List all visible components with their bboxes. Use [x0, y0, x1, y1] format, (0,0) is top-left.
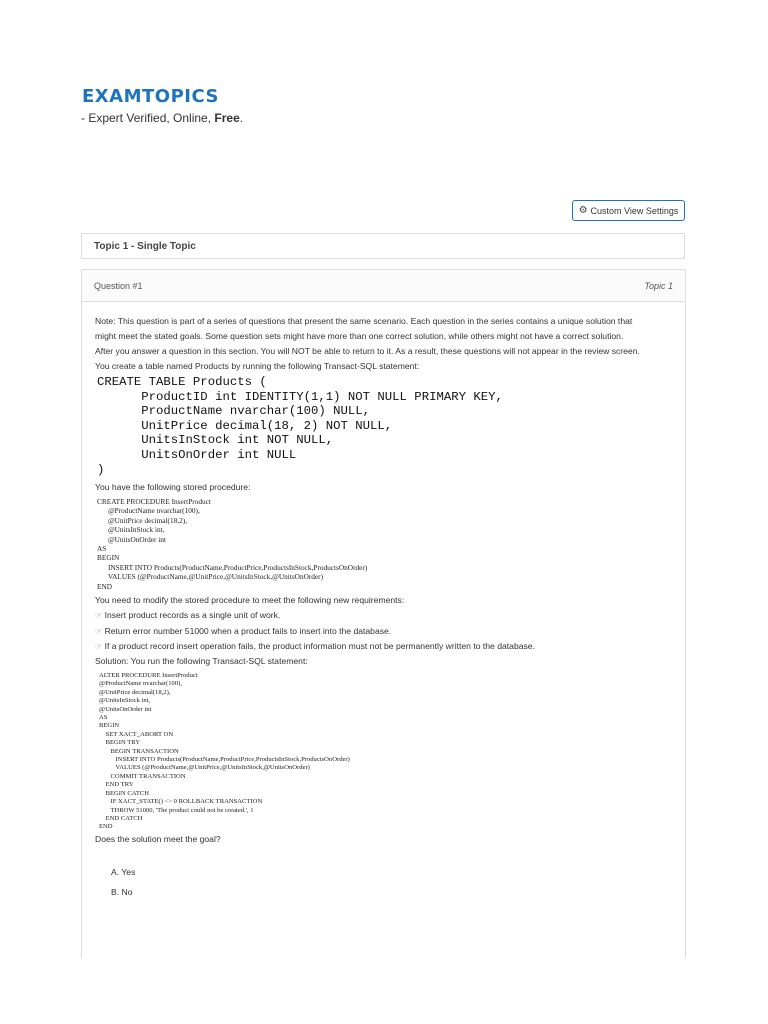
modify-label: You need to modify the stored procedure to meet the following new requirements:	[95, 595, 405, 605]
arrow-icon: ☞	[95, 642, 103, 651]
requirement-text: If a product record insert operation fails, the product information must not be permanently written to the database.	[104, 641, 535, 651]
topic-header	[81, 233, 685, 259]
intro-line: After you answer a question in this section. You will NOT be able to return to it. As a result, these questions will not appear in the review screen.	[95, 346, 640, 356]
question-prompt: Does the solution meet the goal?	[95, 834, 221, 844]
arrow-icon: ☞	[95, 611, 103, 620]
question-topic: Topic 1	[644, 281, 673, 291]
requirement-text: Return error number 51000 when a product fails to insert into the database.	[104, 626, 392, 636]
custom-view-settings-label: Custom View Settings	[590, 205, 679, 216]
tagline-prefix: - Expert Verified, Online,	[81, 111, 215, 125]
stored-proc-code: CREATE PROCEDURE InsertProduct @ProductName nvarchar(100), @UnitPrice decimal(18,2), @UnitsInStock int, @UnitsOnOrder int AS BEGIN INSERT INTO Products(ProductName,ProductPrice,ProductsInStock,ProductsOnOrder) VALUES (@ProductName,@UnitPrice,@UnitsInStock,@UnitsOnOrder) END	[97, 497, 368, 591]
requirement-item	[95, 641, 535, 651]
intro-line: might meet the stated goals. Some question sets might have more than one correct solution, while others might not have a correct solution.	[95, 331, 624, 341]
custom-view-settings-button[interactable]	[572, 200, 685, 221]
solution-code: ALTER PROCEDURE InsertProduct @ProductName nvarchar(100), @UnitPrice decimal(18,2), @UnitsInStock int, @UnitsOnOrder int AS BEGIN SET XACT_ABORT ON BEGIN TRY BEGIN TRANSACTION INSERT INTO Products(ProductName,ProductPrice,ProductsInStock,ProductsOnOrder) VALUES (@ProductName,@UnitPrice,@UnitsInStock,@UnitsOnOrder) COMMIT TRANSACTION END TRY BEGIN CATCH IF XACT_STATE() <> 0 ROLLBACK TRANSACTION THROW 51000, 'The product could not be created.', 1 END CATCH END	[99, 672, 350, 831]
question-number: Question #1	[94, 281, 143, 291]
intro-line: Note: This question is part of a series of questions that present the same scenario. Each question in the series contains a unique solution that	[95, 316, 633, 326]
choice-a[interactable]: A. Yes	[111, 867, 136, 877]
choice-b[interactable]: B. No	[111, 887, 133, 897]
gear-icon: ⚙	[578, 205, 588, 216]
stored-proc-label: You have the following stored procedure:	[95, 482, 251, 492]
requirement-text: Insert product records as a single unit of work.	[104, 610, 281, 620]
create-table-code: CREATE TABLE Products ( ProductID int IDENTITY(1,1) NOT NULL PRIMARY KEY, ProductName nvarchar(100) NULL, UnitPrice decimal(18, 2) NOT NULL, UnitsInStock int NOT NULL, UnitsOnOrder int NULL )	[97, 375, 503, 477]
question-card	[81, 269, 686, 959]
question-header	[82, 270, 685, 302]
tagline-free: Free	[214, 111, 240, 125]
requirement-item	[95, 610, 280, 620]
examtopics-logo[interactable]: EXAMTOPICS	[82, 86, 219, 107]
tagline-suffix: .	[239, 111, 244, 125]
solution-label: Solution: You run the following Transact-SQL statement:	[95, 656, 308, 666]
intro-line: You create a table named Products by running the following Transact-SQL statement:	[95, 361, 420, 371]
arrow-icon: ☞	[95, 627, 103, 636]
tagline	[81, 111, 243, 125]
topic-title: Topic 1 - Single Topic	[94, 241, 196, 252]
requirement-item	[95, 626, 391, 636]
